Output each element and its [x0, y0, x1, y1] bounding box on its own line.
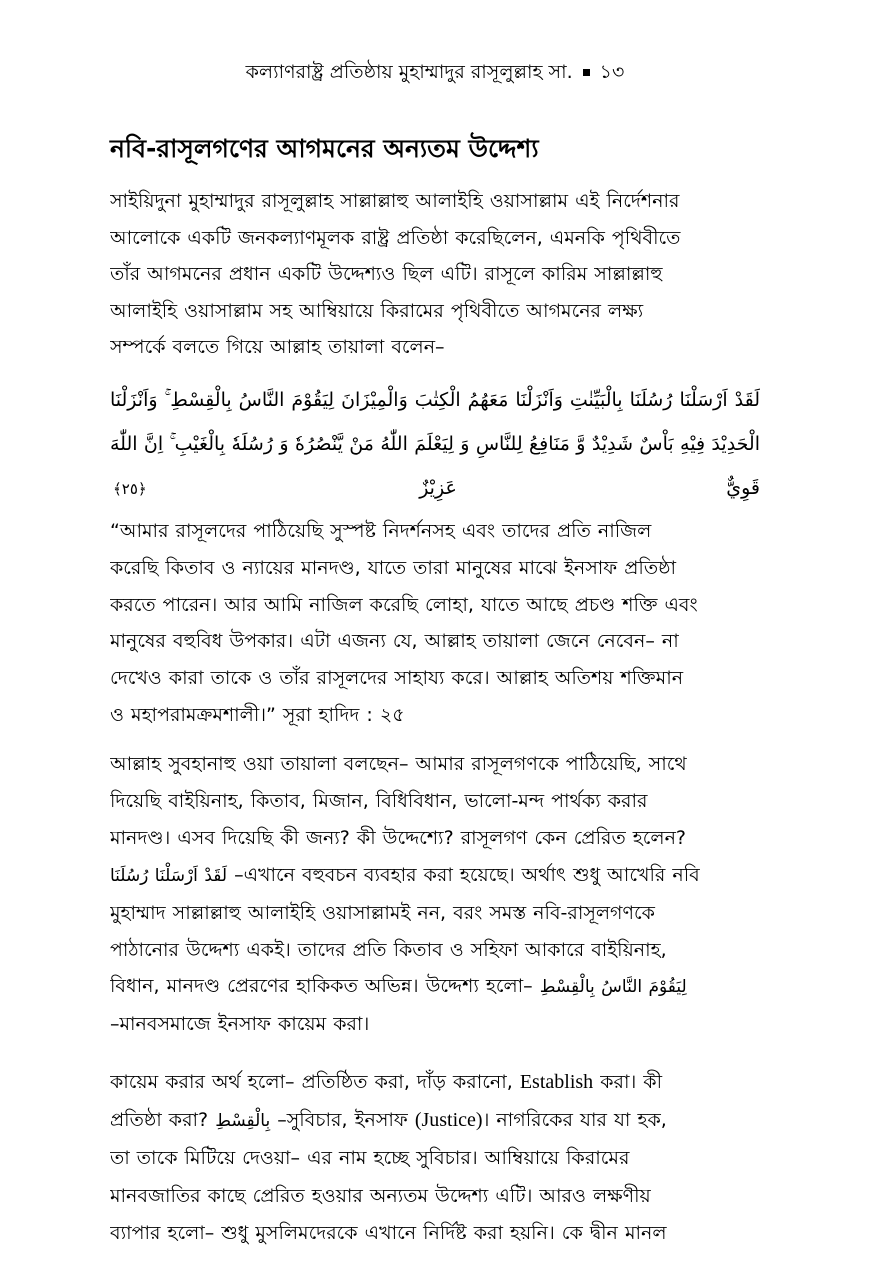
- latin-term: Establish: [519, 1071, 594, 1093]
- latin-term: (Justice): [414, 1108, 483, 1131]
- paragraph-line: তা তাকে মিটিয়ে দেওয়া– এর নাম হচ্ছে সুবিচার। আম্বিয়ায়ে কিরামের: [110, 1147, 630, 1169]
- paragraph-text: প্রতিষ্ঠা করা?: [110, 1108, 209, 1131]
- arabic-inline-quote: لَقَدْ اَرْسَلْنَا رُسُلَنَا: [110, 865, 228, 886]
- paragraph-line: ব্যাপার হলো– শুধু মুসলিমদেরকে এখানে নির্দিষ্ট করা হয়নি। কে দ্বীন মানল: [110, 1222, 667, 1244]
- separator-square-icon: [583, 69, 590, 76]
- paragraph-line: আলাইহি ওয়াসাল্লাম সহ আম্বিয়ায়ে কিরামের পৃথিবীতে আগমনের লক্ষ্য: [110, 299, 644, 322]
- arabic-verse-line-last: [110, 466, 760, 511]
- translation-paragraph: [110, 513, 760, 734]
- running-head: [0, 58, 870, 86]
- paragraph-line: [110, 968, 760, 1006]
- paragraph-line: করতে পারেন। আর আমি নাজিল করেছি লোহা, যাতে আছে প্রচণ্ড শক্তি এবং: [110, 593, 698, 616]
- paragraph-line: মানদণ্ড। এসব দিয়েছি কী জন্য? কী উদ্দেশ্যে? রাসূলগণ কেন প্রেরিত হলেন?: [110, 826, 686, 849]
- meaning-paragraph: [110, 1064, 760, 1253]
- paragraph-text: । নাগরিকের যার যা হক,: [482, 1108, 667, 1131]
- paragraph-line: [110, 857, 760, 895]
- paragraph-line: সাইয়িদুনা মুহাম্মাদুর রাসূলুল্লাহ সাল্লাল্লাহু আলাইহি ওয়াসাল্লাম এই নির্দেশনার: [110, 190, 680, 212]
- paragraph-text: করা। কী: [600, 1071, 663, 1093]
- verse-number-marker: ﴿٢٥﴾: [113, 480, 147, 498]
- explanation-paragraph: [110, 746, 760, 1043]
- paragraph-line: মানবজাতির কাছে প্রেরিত হওয়ার অন্যতম উদ্দেশ্য এটি। আরও লক্ষণীয়: [110, 1184, 651, 1207]
- paragraph-line: পাঠানোর উদ্দেশ্য একই। তাদের প্রতি কিতাব ও সহিফা আকারে বাইয়িনাহ,: [110, 938, 667, 961]
- running-head-title: কল্যাণরাষ্ট্র প্রতিষ্ঠায় মুহাম্মাদুর রাসূলুল্লাহ সা.: [245, 61, 573, 83]
- paragraph-line: [110, 1102, 760, 1141]
- paragraph-line: “আমার রাসূলদের পাঠিয়েছি সুস্পষ্ট নিদর্শনসহ এবং তাদের প্রতি নাজিল: [110, 520, 652, 542]
- paragraph-line: আল্লাহ সুবহানাহু ওয়া তায়ালা বলছেন– আমার রাসূলগণকে পাঠিয়েছি, সাথে: [110, 753, 687, 775]
- paragraph-line: দেখেও কারা তাকে ও তাঁর রাসূলদের সাহায্য করে। আল্লাহ অতিশয় শক্তিমান: [110, 667, 684, 690]
- paragraph-line: করেছি কিতাব ও ন্যায়ের মানদণ্ড, যাতে তারা মানুষের মাঝে ইনসাফ প্রতিষ্ঠা: [110, 556, 676, 579]
- page-number: ১৩: [599, 61, 625, 83]
- paragraph-line: দিয়েছি বাইয়িনাহ, কিতাব, মিজান, বিধিবিধান, ভালো-মন্দ পার্থক্য করার: [110, 789, 648, 812]
- paragraph-line: তাঁর আগমনের প্রধান একটি উদ্দেশ্যও ছিল এটি। রাসূলে কারিম সাল্লাল্লাহু: [110, 263, 663, 285]
- arabic-verse-line: لَقَدْ اَرْسَلْنَا رُسُلَنَا بِالْبَيِّنٰتِ وَاَنْزَلْنَا مَعَهُمُ الْكِتٰبَ وَالْمِيْزَانَ لِيَقُوْمَ النَّاسُ بِالْقِسْطِ ۚ وَاَنْزَلْنَا: [110, 389, 760, 411]
- paragraph-text: বিধান, মানদণ্ড প্রেরণের হাকিকত অভিন্ন। উদ্দেশ্য হলো–: [110, 975, 533, 998]
- arabic-inline-quote: لِيَقُوْمَ النَّاسُ بِالْقِسْطِ: [539, 977, 687, 998]
- paragraph-text: –এখানে বহুবচন ব্যবহার করা হয়েছে। অর্থাৎ শুধু আখেরি নবি: [234, 863, 700, 886]
- arabic-verse-text: قَوِيٌّ عَزِيْزٌ: [419, 477, 760, 499]
- paragraph-line: মুহাম্মাদ সাল্লাল্লাহু আলাইহি ওয়াসাল্লামই নন, বরং সমস্ত নবি-রাসূলগণকে: [110, 901, 655, 924]
- quran-verse: [110, 378, 760, 511]
- paragraph-text: কায়েম করার অর্থ হলো– প্রতিষ্ঠিত করা, দাঁড় করানো,: [110, 1071, 513, 1093]
- paragraph-line: [110, 1064, 760, 1102]
- paragraph-text: –সুবিচার, ইনসাফ: [277, 1108, 408, 1131]
- paragraph-line: –মানবসমাজে ইনসাফ কায়েম করা।: [110, 1013, 370, 1036]
- arabic-inline-quote: بِالْقِسْطِ: [215, 1110, 271, 1131]
- paragraph-line: মানুষের বহুবিধ উপকার। এটা এজন্য যে, আল্লাহ তায়ালা জেনে নেবেন– না: [110, 630, 679, 653]
- paragraph-line: আলোকে একটি জনকল্যাণমূলক রাষ্ট্র প্রতিষ্ঠা করেছিলেন, এমনকি পৃথিবীতে: [110, 226, 681, 249]
- intro-paragraph: [110, 183, 760, 366]
- paragraph-line: সম্পর্কে বলতে গিয়ে আল্লাহ তায়ালা বলেন–: [110, 336, 445, 358]
- section-heading: নবি-রাসূলগণের আগমনের অন্যতম উদ্দেশ্য: [110, 134, 539, 163]
- arabic-verse-line: الْحَدِيْدَ فِيْهِ بَاْسٌ شَدِيْدٌ وَّ مَنَافِعُ لِلنَّاسِ وَ لِيَعْلَمَ اللّٰهُ مَنْ يَّنْصُرُهٗ وَ رُسُلَهٗ بِالْغَيْبِ ۚ اِنَّ اللّٰهَ: [110, 433, 760, 455]
- paragraph-line: ও মহাপরামক্রমশালী।” সূরা হাদিদ : ২৫: [110, 703, 405, 726]
